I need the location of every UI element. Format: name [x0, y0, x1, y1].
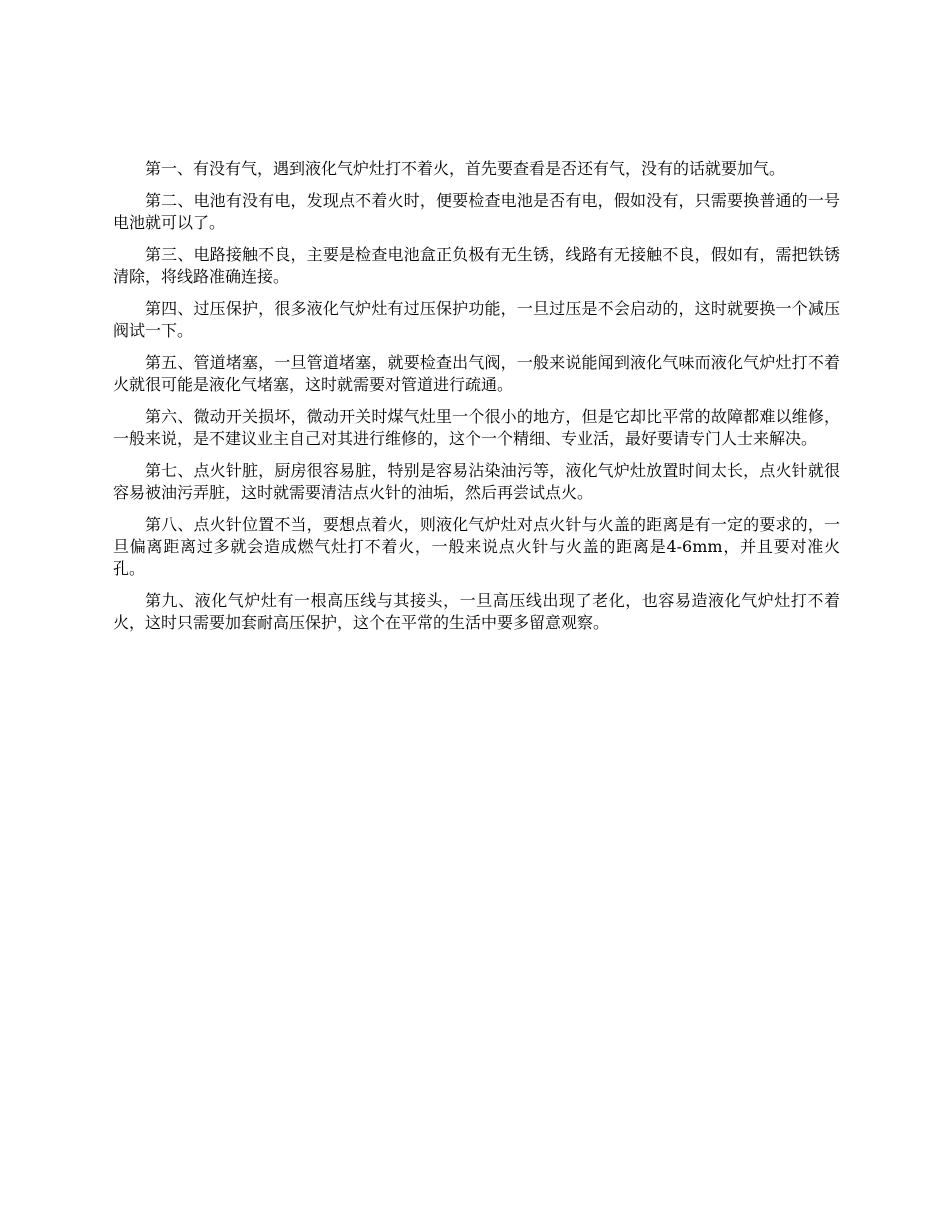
paragraph-7: 第七、点火针脏，厨房很容易脏，特别是容易沾染油污等，液化气炉灶放置时间太长，点火针就很容易被油污弄脏，这时就需要清洁点火针的油垢，然后再尝试点火。 [113, 461, 840, 502]
paragraph-2: 第二、电池有没有电，发现点不着火时，便要检查电池是否有电，假如没有，只需要换普通的一号电池就可以了。 [113, 191, 840, 232]
paragraph-5: 第五、管道堵塞，一旦管道堵塞，就要检查出气阀，一般来说能闻到液化气味而液化气炉灶打不着火就很可能是液化气堵塞，这时就需要对管道进行疏通。 [113, 353, 840, 394]
paragraph-1: 第一、有没有气，遇到液化气炉灶打不着火，首先要查看是否还有气，没有的话就要加气。 [145, 159, 786, 178]
paragraph-9: 第九、液化气炉灶有一根高压线与其接头，一旦高压线出现了老化，也容易造液化气炉灶打不着火，这时只需要加套耐高压保护，这个在平常的生活中要多留意观察。 [113, 591, 840, 632]
paragraph-3: 第三、电路接触不良，主要是检查电池盒正负极有无生锈，线路有无接触不良，假如有，需把铁锈清除，将线路准确连接。 [113, 245, 840, 286]
paragraph-8: 第八、点火针位置不当，要想点着火，则液化气炉灶对点火针与火盖的距离是有一定的要求的，一旦偏离距离过多就会造成燃气灶打不着火，一般来说点火针与火盖的距离是4-6mm，并且要对准火孔。 [113, 515, 840, 578]
paragraph-6: 第六、微动开关损坏，微动开关时煤气灶里一个很小的地方，但是它却比平常的故障都难以维修，一般来说，是不建议业主自己对其进行维修的，这个一个精细、专业活，最好要请专门人士来解决。 [113, 407, 840, 448]
document-body [113, 158, 840, 644]
paragraph-4: 第四、过压保护，很多液化气炉灶有过压保护功能，一旦过压是不会启动的，这时就要换一个减压阀试一下。 [113, 299, 840, 340]
